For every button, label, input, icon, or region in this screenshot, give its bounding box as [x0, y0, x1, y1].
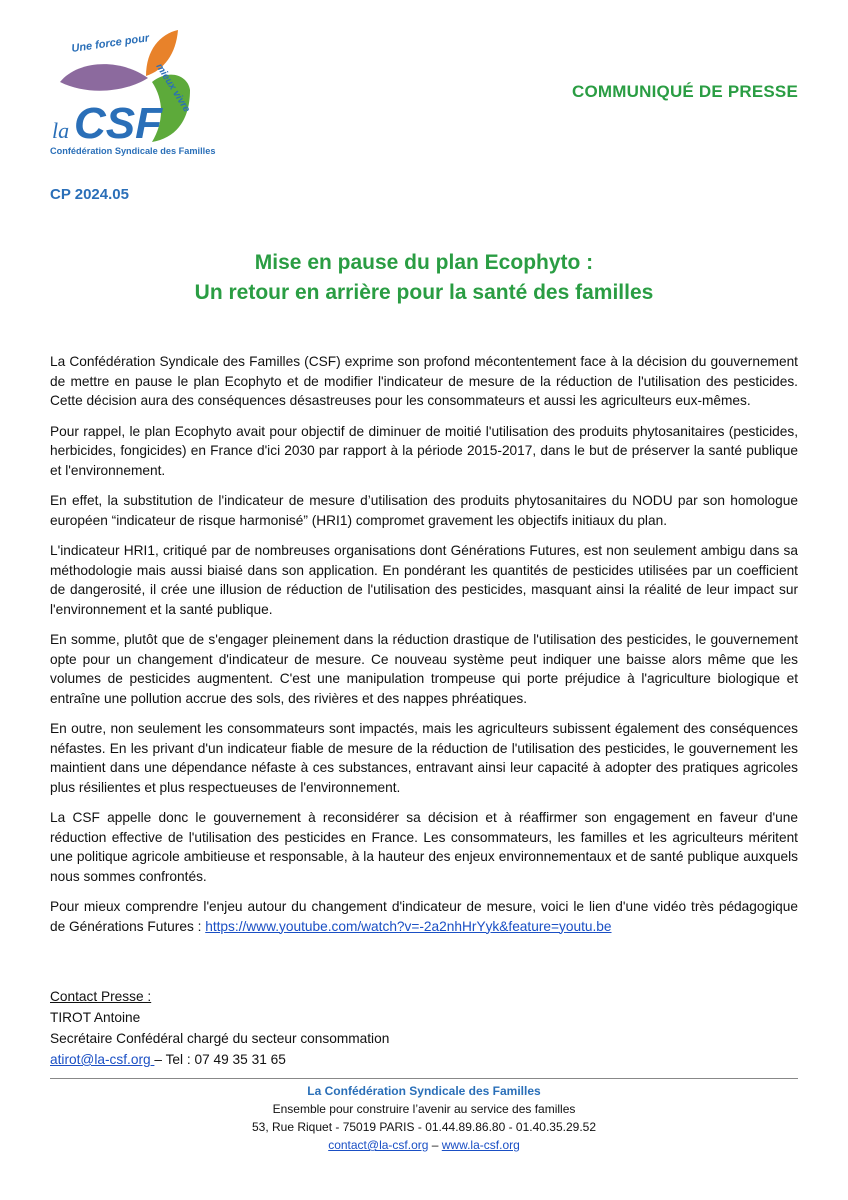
paragraph: En effet, la substitution de l'indicateur de mesure d’utilisation des produits phytosanitaires du NODU par son homologue européen “indicateur de risque harmonisé” (HRI1) compromet gravement les objectifs initiaux du plan.	[50, 493, 798, 528]
footer-divider	[50, 1078, 798, 1079]
video-link[interactable]: https://www.youtube.com/watch?v=-2a2nhHrYyk&feature=youtu.be	[205, 918, 612, 934]
title-line-1: Mise en pause du plan Ecophyto :	[254, 251, 594, 274]
footer-links	[0, 1136, 848, 1154]
contact-details	[50, 1049, 389, 1070]
video-intro-text: Pour mieux comprendre l'enjeu autour du changement d'indicateur de mesure, voici le lien d'une vidéo très pédagogique de Générations Futures :	[50, 899, 798, 934]
paragraph: Pour rappel, le plan Ecophyto avait pour objectif de diminuer de moitié l'utilisation des produits phytosanitaires (pesticides, herbicides, fongicides) en France d'ici 2030 par rapport à la période 2015-2017, dans le but de préserver la santé publique et l'environnement.	[50, 423, 798, 478]
footer-email-link[interactable]: contact@la-csf.org	[328, 1138, 429, 1152]
logo-tagline-right: mieux vivre	[153, 61, 192, 115]
logo-full-name: Confédération Syndicale des Familles	[50, 146, 216, 156]
footer-separator: –	[428, 1138, 442, 1152]
paragraph: L'indicateur HRI1, critiqué par de nombreuses organisations dont Générations Futures, est non seulement ambigu dans sa méthodologie mais aussi biaisé dans son application. En pondérant les quantités de pesticides utilisées par un coefficient de dangerosité, il crée une illusion de réduction de l'utilisation des pesticides, masquant ainsi la réalité de leur impact sur l'environnement et la santé publique.	[50, 543, 798, 617]
paragraph: En somme, plutôt que de s'engager pleinement dans la réduction drastique de l'utilisation des pesticides, le gouvernement opte pour un changement d'indicateur de mesure. Ce nouveau système peut indiquer une baisse alors même que les volumes de pesticides augmentent. C'est une manipulation trompeuse qui porte préjudice à l'agriculture biologique et entraîne une pollution accrue des sols, des rivières et des nappes phréatiques.	[50, 632, 798, 706]
press-release-body	[50, 352, 798, 947]
csf-logo	[48, 20, 216, 160]
footer-website-link[interactable]: www.la-csf.org	[441, 1138, 520, 1152]
paragraph: En outre, non seulement les consommateurs sont impactés, mais les agriculteurs subissent également des conséquences néfastes. En les privant d'un indicateur fiable de mesure de la réduction de l'utilisation des pesticides, le gouvernement les maintient dans une dépendance néfaste à ces substances, entravant ainsi leur capacité à adopter des pratiques agricoles plus résilientes et plus respectueuses de l'environnement.	[50, 721, 798, 795]
contact-phone: – Tel : 07 49 35 31 65	[154, 1052, 286, 1067]
logo-petal-purple	[60, 64, 148, 91]
contact-heading: Contact Presse :	[50, 989, 152, 1004]
press-release-label: COMMUNIQUÉ DE PRESSE	[572, 82, 798, 101]
logo-acronym: CSF	[74, 99, 162, 148]
paragraph: La Confédération Syndicale des Familles (CSF) exprime son profond mécontentement face à la décision du gouvernement de mettre en pause le plan Ecophyto et de modifier l'indicateur de mesure de la réduction de l'utilisation des pesticides. Cette décision aura des conséquences désastreuses pour les consommateurs et aussi les agriculteurs eux-mêmes.	[50, 354, 798, 408]
press-release-number: CP 2024.05	[50, 186, 129, 203]
paragraph-video	[50, 897, 798, 936]
page-title	[0, 248, 848, 308]
logo-prefix: la	[52, 118, 70, 143]
logo-tagline-left: Une force pour	[70, 32, 150, 55]
press-contact	[50, 986, 389, 1070]
footer-slogan: Ensemble pour construire l’avenir au service des familles	[272, 1102, 576, 1116]
contact-name: TIROT Antoine	[50, 1010, 141, 1025]
contact-role: Secrétaire Confédéral chargé du secteur consommation	[50, 1031, 390, 1046]
paragraph: La CSF appelle donc le gouvernement à reconsidérer sa décision et à réaffirmer son engagement en faveur d'une réduction effective de l'utilisation des pesticides en France. Les consommateurs, les familles et les agriculteurs méritent une politique agricole ambitieuse et responsable, à la hauteur des enjeux environnementaux et de santé publique auxquels nous sommes confrontés.	[50, 810, 798, 884]
title-line-2: Un retour en arrière pour la santé des familles	[194, 281, 654, 304]
footer-address: 53, Rue Riquet - 75019 PARIS - 01.44.89.86.80 - 01.40.35.29.52	[251, 1120, 596, 1134]
contact-email-link[interactable]: atirot@la-csf.org	[50, 1052, 155, 1067]
footer	[0, 1082, 848, 1154]
footer-org-name: La Confédération Syndicale des Familles	[307, 1084, 541, 1098]
